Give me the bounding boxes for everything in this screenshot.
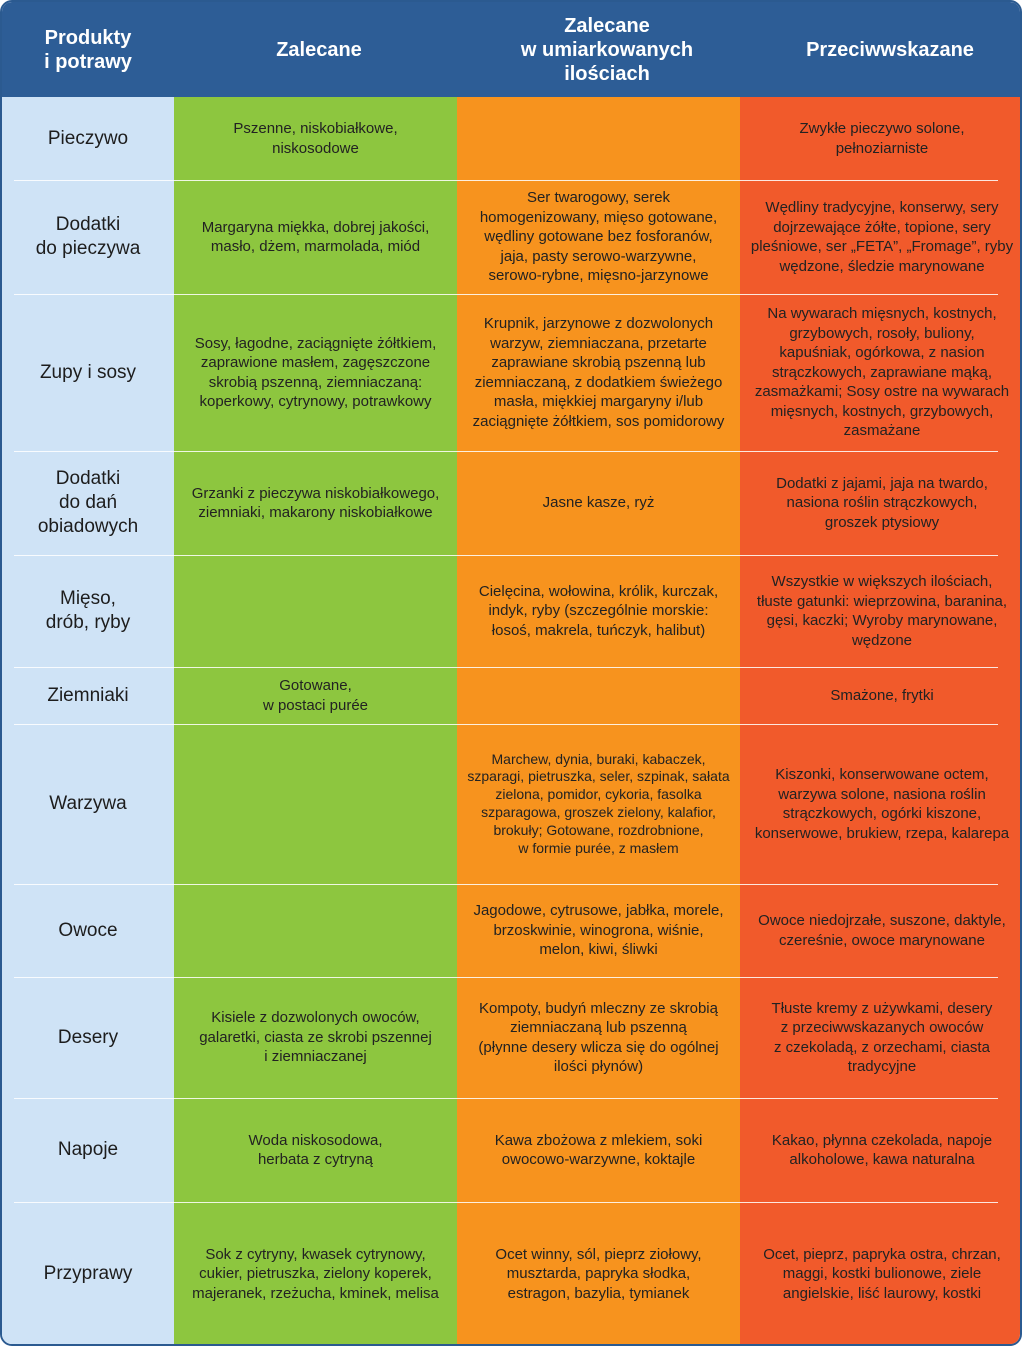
product-name: Owoce: [58, 919, 118, 941]
table-row: [2, 97, 1020, 180]
recommended-cell: Grzanki z pieczywa niskobiałkowego, ziemniaki, makarony niskobiałkowe: [191, 484, 440, 521]
recommended-cell: Gotowane, w postaci purée: [262, 677, 369, 714]
product-name: Ziemniaki: [47, 684, 129, 706]
product-name: Mięso, drób, ryby: [45, 588, 131, 633]
table-row: [2, 977, 1020, 1098]
product-name: Warzywa: [49, 793, 127, 814]
recommended-cell: [174, 724, 457, 884]
contraindicated-cell: Owoce niedojrzałe, suszone, daktyle, czereśnie, owoce marynowane: [758, 912, 1006, 949]
table-row: [2, 294, 1020, 451]
product-name: Dodatki do pieczywa: [35, 214, 141, 259]
recommended-cell: Margaryna miękka, dobrej jakości, masło, dżem, marmolada, miód: [201, 218, 430, 255]
moderate-cell: Jasne kasze, ryż: [542, 494, 655, 512]
moderate-cell: Kawa zbożowa z mlekiem, soki owocowo-warzywne, koktajle: [494, 1131, 703, 1168]
table-row: [2, 180, 1020, 294]
row-divider: [14, 294, 998, 295]
table-row: [2, 555, 1020, 667]
product-name: Napoje: [57, 1139, 119, 1160]
product-name: Dodatki do dań obiadowych: [37, 468, 139, 537]
contraindicated-cell: Ocet, pieprz, papryka ostra, chrzan, maggi, kostki bulionowe, ziele angielskie, liść laurowy, kostki: [763, 1245, 1001, 1302]
header-products: Produkty i potrawy: [44, 26, 132, 73]
table-header: [2, 2, 1020, 97]
row-divider: [14, 977, 998, 978]
row-divider: [14, 884, 998, 885]
row-divider: [14, 451, 998, 452]
row-divider: [14, 555, 998, 556]
header-recommended: Zalecane: [276, 38, 362, 61]
moderate-cell: Krupnik, jarzynowe z dozwolonych warzyw, ziemniaczana, przetarte zaprawiane skrobią pszenną lub ziemniaczaną, z dodatkiem świeżego masła, miękkiej margaryny i/lub zaciągnięte żółtkiem, sos pomidorowy: [472, 315, 725, 430]
recommended-cell: Woda niskosodowa, herbata z cytryną: [248, 1131, 383, 1168]
moderate-cell: [457, 667, 740, 724]
contraindicated-cell: Wędliny tradycyjne, konserwy, sery dojrzewające żółte, topione, sery pleśniowe, ser „FETA”, „Fromage”, ryby wędzone, śledzie marynowane: [750, 199, 1014, 275]
table-row: [2, 1098, 1020, 1202]
row-divider: [14, 180, 998, 181]
contraindicated-cell: Smażone, frytki: [830, 686, 934, 704]
recommended-cell: Pszenne, niskobiałkowe, niskosodowe: [233, 120, 398, 157]
header-moderate: Zalecane w umiarkowanych ilościach: [520, 14, 694, 85]
table-row: [2, 1202, 1020, 1346]
recommended-cell: Kisiele z dozwolonych owoców, galaretki, ciasta ze skrobi pszennej i ziemniaczanej: [199, 1009, 432, 1066]
row-divider: [14, 1098, 998, 1099]
table-row: [2, 884, 1020, 977]
table-row: [2, 724, 1020, 884]
moderate-cell: Jagodowe, cytrusowe, jabłka, morele, brzoskwinie, winogrona, wiśnie, melon, kiwi, śliwki: [473, 902, 724, 959]
table-row: [2, 451, 1020, 555]
moderate-cell: Marchew, dynia, buraki, kabaczek, szparagi, pietruszka, seler, szpinak, sałata zielona, pomidor, cykoria, fasolka szparagowa, groszek zielony, kalafior, brokuły; Gotowane, rozdrobnione, w formie purée, z masłem: [467, 750, 730, 856]
table-row: [2, 667, 1020, 724]
contraindicated-cell: Kakao, płynna czekolada, napoje alkoholowe, kawa naturalna: [771, 1131, 993, 1168]
product-name: Przyprawy: [43, 1263, 133, 1284]
product-name: Zupy i sosy: [39, 361, 137, 383]
product-name: Desery: [57, 1026, 119, 1048]
header-contraindicated: Przeciwwskazane: [806, 38, 974, 61]
contraindicated-cell: Tłuste kremy z używkami, desery z przeciwwskazanych owoców z czekoladą, z orzechami, ciasta tradycyjne: [771, 999, 993, 1075]
moderate-cell: Cielęcina, wołowina, królik, kurczak, indyk, ryby (szczególnie morskie: łosoś, makrela, tuńczyk, halibut): [478, 582, 719, 639]
contraindicated-cell: Zwykłe pieczywo solone, pełnoziarniste: [799, 120, 965, 157]
contraindicated-cell: Na wywarach mięsnych, kostnych, grzybowych, rosoły, buliony, kapuśniak, ogórkowa, z nasion strączkowych, zaprawiane mąką, zasmażkami; Sosy ostre na wywarach mięsnych, kostnych, grzybowych, zasmażane: [754, 305, 1010, 440]
recommended-cell: [174, 555, 457, 667]
recommended-cell: [174, 884, 457, 977]
moderate-cell: [457, 97, 740, 180]
contraindicated-cell: Kiszonki, konserwowane octem, warzywa solone, nasiona roślin strączkowych, ogórki kiszone, konserwowe, brukiew, rzepa, kalarepa: [754, 766, 1010, 842]
contraindicated-cell: Wszystkie w większych ilościach, tłuste gatunki: wieprzowina, baranina, gęsi, kaczki; Wyroby marynowane, wędzone: [756, 573, 1008, 649]
moderate-cell: Ocet winny, sól, pieprz ziołowy, musztarda, papryka słodka, estragon, bazylia, tymianek: [495, 1245, 702, 1302]
product-name: Pieczywo: [47, 127, 129, 149]
moderate-cell: Ser twarogowy, serek homogenizowany, mięso gotowane, wędliny gotowane bez fosforanów, jaja, pasty serowo-warzywne, serowo-rybne, mięsno-jarzynowe: [479, 189, 718, 285]
row-divider: [14, 724, 998, 725]
moderate-cell: Kompoty, budyń mleczny ze skrobią ziemniaczaną lub pszenną (płynne desery wlicza się do ogólnej ilości płynów): [478, 999, 719, 1075]
contraindicated-cell: Dodatki z jajami, jaja na twardo, nasiona roślin strączkowych, groszek ptysiowy: [776, 474, 988, 531]
row-divider: [14, 1202, 998, 1203]
recommended-cell: Sok z cytryny, kwasek cytrynowy, cukier, pietruszka, zielony koperek, majeranek, rzeżucha, kminek, melisa: [192, 1245, 439, 1302]
recommended-cell: Sosy, łagodne, zaciągnięte żółtkiem, zaprawione masłem, zagęszczone skrobią pszenną, ziemniaczaną: koperkowy, cytrynowy, potrawkowy: [194, 334, 437, 410]
row-divider: [14, 667, 998, 668]
